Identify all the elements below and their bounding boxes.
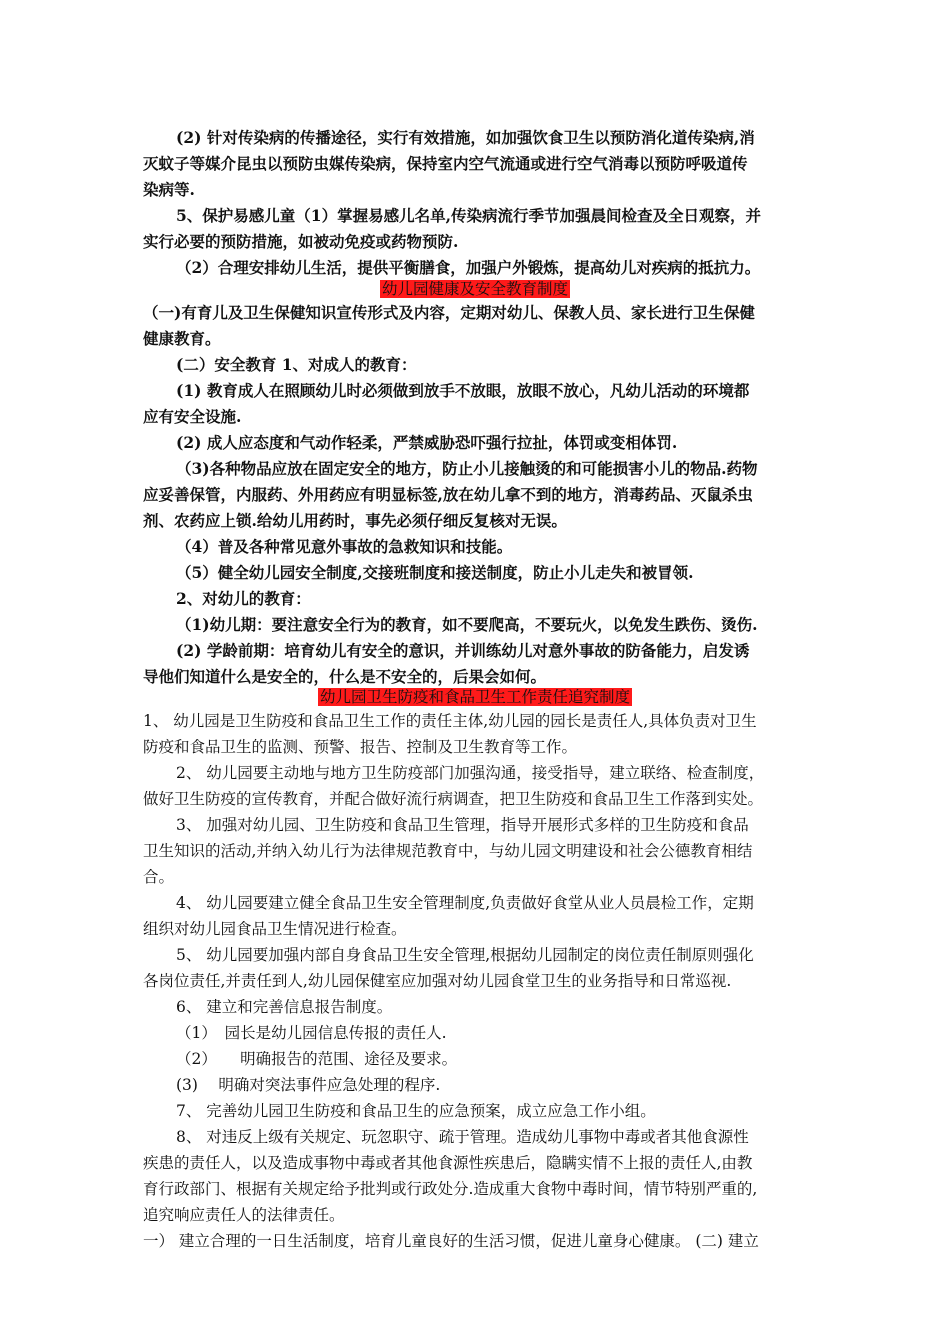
text-line-content: 剂、农药应上锁.给幼儿用药时，事先必须仔细反复核对无误。 bbox=[143, 511, 567, 530]
text-line bbox=[143, 231, 458, 253]
text-line-content: 育行政部门、根据有关规定给予批判或行政处分.造成重大食物中毒时间，情节特别严重的, bbox=[143, 1180, 758, 1198]
text-line-content: 应妥善保管，内服药、外用药应有明显标签,放在幼儿拿不到的地方，消毒药品、灭鼠杀虫 bbox=[143, 485, 753, 504]
text-line-content: 6、 建立和完善信息报告制度。 bbox=[176, 998, 393, 1016]
text-line bbox=[143, 179, 195, 201]
text-line bbox=[176, 588, 311, 610]
text-line bbox=[143, 840, 752, 862]
text-line-content: (2) 学龄前期：培育幼儿有安全的意识，并训练幼儿对意外事故的防备能力，启发诱 bbox=[176, 641, 750, 660]
text-line bbox=[176, 127, 755, 149]
text-line-content: 防疫和食品卫生的监测、预警、报告、控制及卫生教育等工作。 bbox=[143, 738, 578, 756]
text-line-content: 染病等. bbox=[143, 180, 195, 199]
text-line bbox=[143, 666, 546, 688]
text-line-content: 卫生知识的活动,并纳入幼儿行为法律规范教育中，与幼儿园文明建设和社会公德教育相结 bbox=[143, 842, 753, 860]
text-line bbox=[143, 866, 174, 888]
text-line bbox=[176, 257, 760, 279]
text-line bbox=[143, 736, 577, 758]
text-line-content: (3) 明确对突法事件应急处理的程序. bbox=[176, 1076, 441, 1094]
text-line bbox=[176, 1048, 457, 1070]
text-line bbox=[176, 1100, 656, 1122]
text-line-content: （1） 园长是幼儿园信息传报的责任人. bbox=[176, 1024, 447, 1042]
text-line bbox=[143, 1230, 759, 1252]
text-line bbox=[143, 710, 757, 732]
text-line-content: 合。 bbox=[143, 868, 175, 886]
text-line-content: 组织对幼儿园食品卫生情况进行检查。 bbox=[143, 920, 407, 938]
section-heading bbox=[0, 278, 950, 300]
text-line-content: 2、 幼儿园要主动地与地方卫生防疫部门加强沟通，接受指导，建立联络、检查制度， bbox=[176, 764, 765, 782]
text-line-content: （2） 明确报告的范围、途径及要求。 bbox=[176, 1050, 458, 1068]
section-heading-text: 幼儿园健康及安全教育制度 bbox=[381, 280, 568, 298]
text-line bbox=[143, 302, 755, 324]
text-line-content: (二）安全教育 1、对成人的教育： bbox=[176, 355, 417, 374]
text-line bbox=[176, 1126, 749, 1148]
text-line bbox=[176, 814, 749, 836]
text-line bbox=[176, 996, 392, 1018]
text-line-content: （1)幼儿期：要注意安全行为的教育，如不要爬高，不要玩火，以免发生跌伤、烫伤. bbox=[176, 615, 758, 634]
text-line-content: (2) 针对传染病的传播途径，实行有效措施，如加强饮食卫生以预防消化道传染病,消 bbox=[176, 128, 755, 147]
text-line bbox=[176, 432, 677, 454]
text-line-content: 疾患的责任人，以及造成事物中毒或者其他食源性疾患后，隐瞒实情不上报的责任人,由教 bbox=[143, 1154, 753, 1172]
text-line bbox=[143, 918, 407, 940]
section-heading bbox=[0, 686, 950, 708]
text-line bbox=[143, 328, 221, 350]
text-line-content: 4、 幼儿园要建立健全食品卫生安全管理制度,负责做好食堂从业人员晨检工作，定期 bbox=[176, 894, 754, 912]
text-line bbox=[176, 562, 694, 584]
text-line bbox=[176, 892, 754, 914]
text-line bbox=[176, 1022, 447, 1044]
text-line bbox=[176, 536, 512, 558]
text-line-content: 8、 对违反上级有关规定、玩忽职守、疏于管理。造成幼儿事物中毒或者其他食源性 bbox=[176, 1128, 749, 1146]
text-line-content: 2、对幼儿的教育： bbox=[176, 589, 311, 608]
text-line-content: 实行必要的预防措施，如被动免疫或药物预防. bbox=[143, 232, 459, 251]
text-line bbox=[143, 1152, 752, 1174]
text-line-content: 各岗位责任,并责任到人,幼儿园保健室应加强对幼儿园食堂卫生的业务指导和日常巡视. bbox=[143, 972, 732, 990]
text-line bbox=[176, 640, 749, 662]
text-line bbox=[176, 354, 417, 376]
text-line bbox=[176, 458, 758, 480]
text-line-content: 追究响应责任人的法律责任。 bbox=[143, 1206, 345, 1224]
text-line bbox=[143, 788, 763, 810]
text-line-content: 应有安全设施. bbox=[143, 407, 242, 426]
text-line-content: 5、保护易感儿童（1）掌握易感儿名单,传染病流行季节加强晨间检查及全日观察，并 bbox=[176, 206, 761, 225]
text-line-content: （5）健全幼儿园安全制度,交接班制度和接送制度，防止小儿走失和被冒领. bbox=[176, 563, 694, 582]
text-line-content: (1) 教育成人在照顾幼儿时必须做到放手不放眼，放眼不放心，凡幼儿活动的环境都 bbox=[176, 381, 750, 400]
text-line-content: 7、 完善幼儿园卫生防疫和食品卫生的应急预案，成立应急工作小组。 bbox=[176, 1102, 656, 1120]
text-line-content: （2）合理安排幼儿生活，提供平衡膳食，加强户外锻炼，提高幼儿对疾病的抵抗力。 bbox=[176, 258, 761, 277]
text-line-content: 一） 建立合理的一日生活制度，培育儿童良好的生活习惯，促进儿童身心健康。 (二) 建立 bbox=[143, 1232, 759, 1250]
text-line bbox=[143, 1178, 757, 1200]
text-line-content: 5、 幼儿园要加强内部自身食品卫生安全管理,根据幼儿园制定的岗位责任制原则强化 bbox=[176, 946, 754, 964]
text-line-content: 3、 加强对幼儿园、卫生防疫和食品卫生管理，指导开展形式多样的卫生防疫和食品 bbox=[176, 816, 749, 834]
text-line-content: 灭蚊子等媒介昆虫以预防虫媒传染病，保持室内空气流通或进行空气消毒以预防呼吸道传 bbox=[143, 154, 748, 173]
text-line bbox=[143, 153, 748, 175]
text-line bbox=[176, 380, 749, 402]
text-line-content: （4）普及各种常见意外事故的急救知识和技能。 bbox=[176, 537, 513, 556]
text-line-content: （一)有育儿及卫生保健知识宣传形式及内容，定期对幼儿、保教人员、家长进行卫生保健 bbox=[143, 303, 755, 322]
text-line bbox=[176, 1074, 440, 1096]
text-line bbox=[143, 970, 731, 992]
text-line-content: 做好卫生防疫的宣传教育，并配合做好流行病调查，把卫生防疫和食品卫生工作落到实处。 bbox=[143, 790, 764, 808]
section-heading-text: 幼儿园卫生防疫和食品卫生工作责任追究制度 bbox=[319, 688, 630, 706]
text-line-content: 1、 幼儿园是卫生防疫和食品卫生工作的责任主体,幼儿园的园长是责任人,具体负责对卫生 bbox=[143, 712, 757, 730]
text-line bbox=[143, 1204, 345, 1226]
text-line bbox=[143, 484, 753, 506]
text-line bbox=[143, 510, 567, 532]
text-line bbox=[176, 944, 754, 966]
text-line-content: 健康教育。 bbox=[143, 329, 221, 348]
text-line bbox=[176, 614, 758, 636]
text-line bbox=[176, 762, 764, 784]
text-line-content: 导他们知道什么是安全的，什么是不安全的，后果会如何。 bbox=[143, 667, 547, 686]
text-line-content: (2) 成人应态度和气动作轻柔，严禁威胁恐吓强行拉扯，体罚或变相体罚. bbox=[176, 433, 678, 452]
text-line bbox=[176, 205, 761, 227]
text-line bbox=[143, 406, 241, 428]
text-line-content: （3)各种物品应放在固定安全的地方，防止小儿接触烫的和可能损害小儿的物品.药物 bbox=[176, 459, 758, 478]
